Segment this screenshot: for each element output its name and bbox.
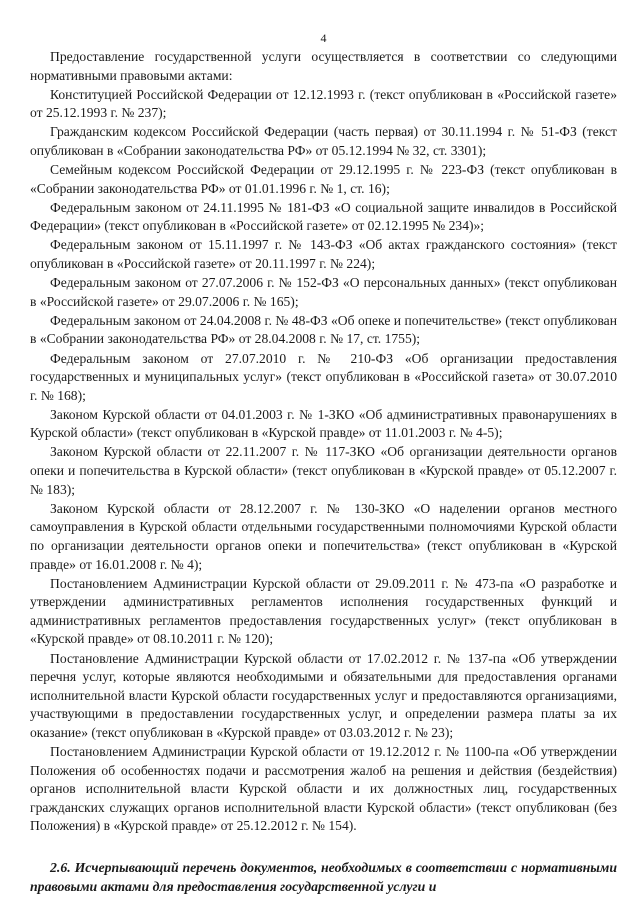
legal-act-item: Федеральным законом от 27.07.2010 г. № 210-ФЗ «Об организации предоставления государственных и муниципальных услуг» (текст опубликован в «Российской газета» от 30.07.2010 г. № 168); <box>30 350 617 403</box>
legal-act-item: Семейным кодексом Российской Федерации от 29.12.1995 г. № 223-ФЗ (текст опубликован в «Собрании законодательства РФ» от 01.01.1996 г. № 1, ст. 16); <box>30 162 617 196</box>
legal-act-item: Постановление Администрации Курской области от 17.02.2012 г. № 137-па «Об утверждении перечня услуг, которые являются необходимыми и обязательными для предоставления органами исполнительной власти Курской области государственных услуг и предоставляются организациями, участвующими в предоставлении государственных услуг, и определении размера платы за их оказание» (текст опубликован в «Курской правде» от 03.03.2012 г. № 23); <box>30 650 617 740</box>
legal-act-item: Гражданским кодексом Российской Федерации (часть первая) от 30.11.1994 г. № 51-ФЗ (текст опубликован в «Собрании законодательства РФ» от 05.12.1994 № 32, ст. 3301); <box>30 124 617 158</box>
legal-act-item: Постановлением Администрации Курской области от 29.09.2011 г. № 473-па «О разработке и утверждении административных регламентов исполнения государственных функций и административных регламентов предоставления государственных услуг» (текст опубликован в «Курской правде» от 08.10.2011 г. № 120); <box>30 575 617 647</box>
legal-act-item: Законом Курской области от 04.01.2003 г. № 1-ЗКО «Об административных правонарушениях в Курской области» (текст опубликован в «Курской правде» от 11.01.2003 г. № 4-5); <box>30 406 617 441</box>
legal-act-item: Конституцией Российской Федерации от 12.12.1993 г. (текст опубликован в «Российской газете» от 25.12.1993 г. № 237); <box>30 86 617 121</box>
legal-act-item: Федеральным законом от 24.04.2008 г. № 48-ФЗ «Об опеке и попечительстве» (текст опубликован в «Собрании законодательства РФ» от 28.04.2008 г. № 17, ст. 1755); <box>30 312 617 347</box>
legal-act-item: Законом Курской области от 22.11.2007 г. № 117-ЗКО «Об организации деятельности органов опеки и попечительства в Курской области» (текст опубликован в «Курской правде» от 05.12.2007 г. № 183); <box>30 444 617 497</box>
legal-act-item: Постановлением Администрации Курской области от 19.12.2012 г. № 1100-па «Об утверждении Положения об особенностях подачи и рассмотрения жалоб на решения и действия (бездействия) органов исполнительной власти Курской области и их должностных лиц, государственных гражданских служащих органов исполнительной власти Курской области» (текст опубликован (без Положения) в «Курской правде» от 25.12.2012 г. № 154). <box>30 743 617 834</box>
legal-act-item: Законом Курской области от 28.12.2007 г. № 130-ЗКО «О наделении органов местного самоуправления в Курской области отдельными государственными полномочиями Курской области по организации деятельности органов опеки и попечительства» (текст опубликован в «Курской правде» от 16.01.2008 г. № 4); <box>30 500 617 572</box>
page-number: 4 <box>320 31 327 45</box>
section-heading: 2.6. Исчерпывающий перечень документов, необходимых в соответствии с нормативными правовыми актами для предоставления государственной услуги и <box>30 859 617 894</box>
legal-act-item: Федеральным законом от 27.07.2006 г. № 152-ФЗ «О персональных данных» (текст опубликован в «Российской газете» от 29.07.2006 г. № 165); <box>30 275 617 309</box>
legal-act-item: Федеральным законом от 15.11.1997 г. № 143-ФЗ «Об актах гражданского состояния» (текст опубликован в «Российской газете» от 20.11.1997 г. № 224); <box>30 237 617 272</box>
intro-paragraph: Предоставление государственной услуги осуществляется в соответствии со следующими нормативными правовыми актами: <box>30 49 617 83</box>
legal-act-item: Федеральным законом от 24.11.1995 № 181-ФЗ «О социальной защите инвалидов в Российской Федерации» (текст опубликован в «Российской газете» от 02.12.1995 № 234)»; <box>30 199 617 234</box>
